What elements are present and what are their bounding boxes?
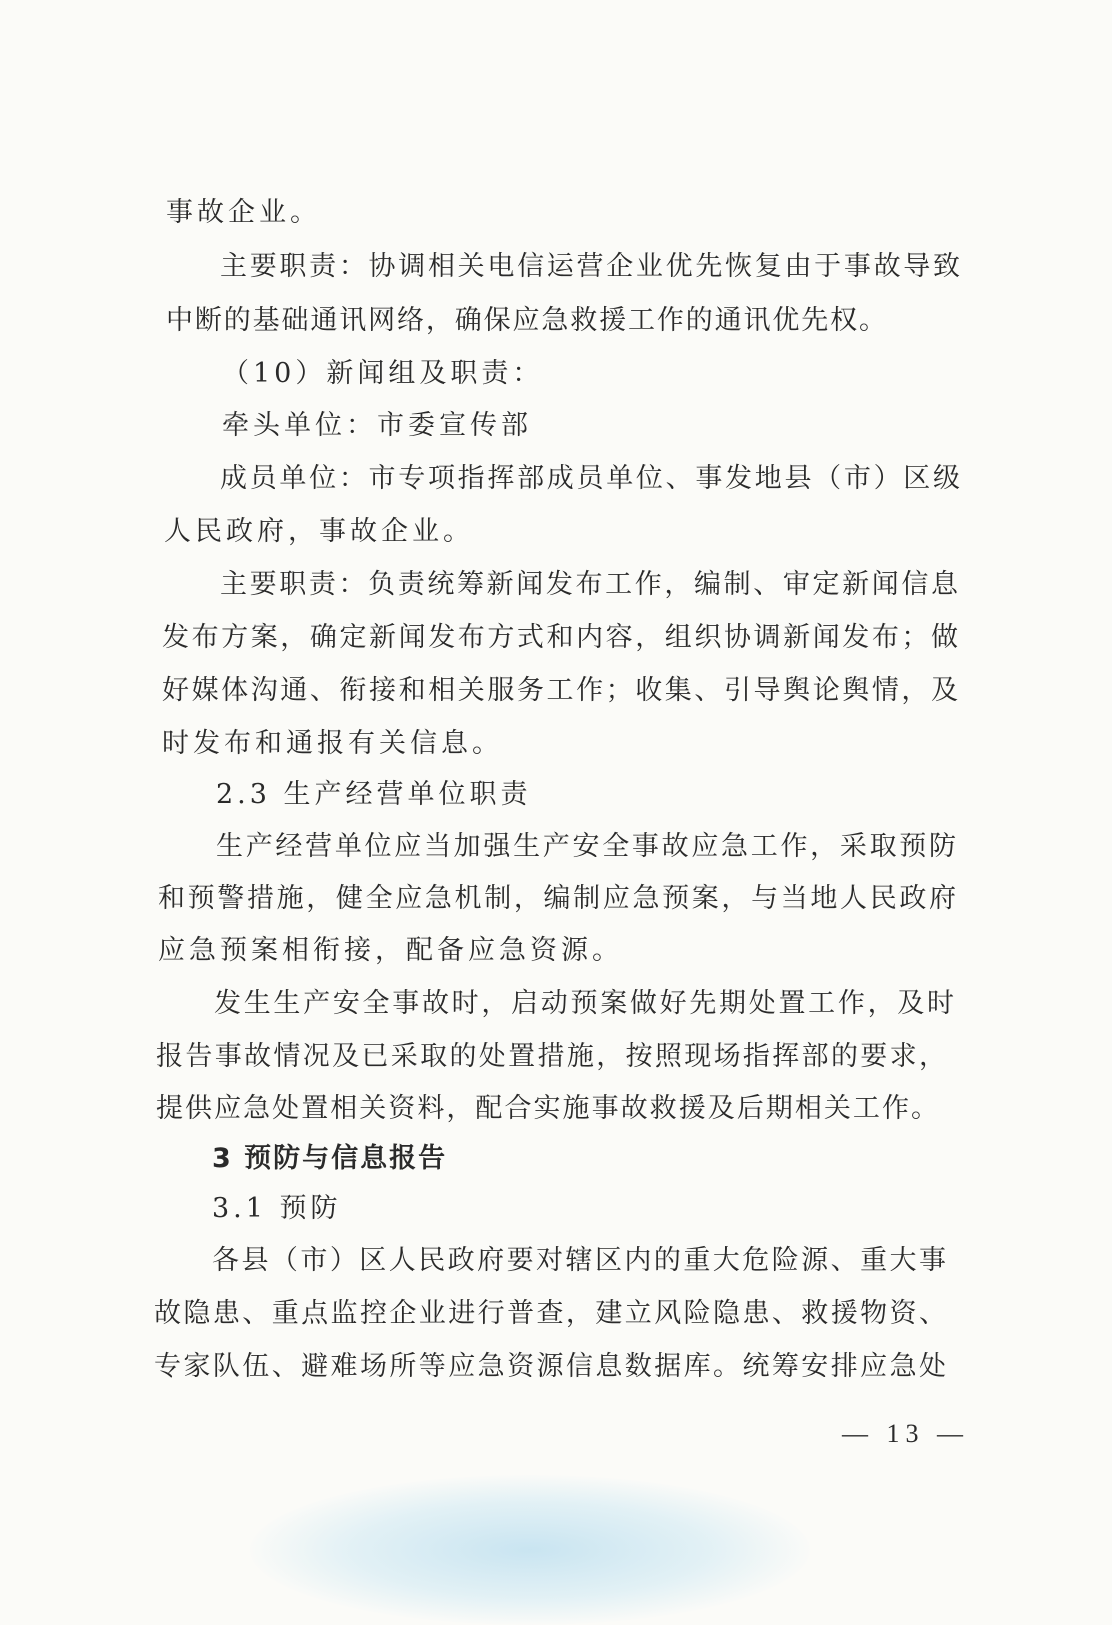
page-number: — 13 — bbox=[842, 1419, 969, 1448]
text-line: 发生生产安全事故时，启动预案做好先期处置工作，及时 bbox=[214, 988, 954, 1019]
text-line: 成员单位：市专项指挥部成员单位、事发地县（市）区级 bbox=[220, 463, 960, 494]
text-line: 应急预案相衔接，配备应急资源。 bbox=[158, 935, 623, 966]
text-line: 时发布和通报有关信息。 bbox=[162, 728, 503, 759]
text-line: 各县（市）区人民政府要对辖区内的重大危险源、重大事 bbox=[212, 1245, 946, 1276]
text-line: 发布方案，确定新闻发布方式和内容，组织协调新闻发布；做 bbox=[162, 622, 958, 653]
text-line: 中断的基础通讯网络，确保应急救援工作的通讯优先权。 bbox=[166, 305, 886, 336]
text-line: 专家队伍、避难场所等应急资源信息数据库。统筹安排应急处 bbox=[154, 1351, 946, 1382]
text-line: 牵头单位：市委宣传部 bbox=[222, 410, 532, 441]
blue-watermark bbox=[250, 1475, 810, 1625]
section-heading: 3.1 预防 bbox=[212, 1193, 342, 1224]
section-heading: （10）新闻组及职责： bbox=[222, 358, 544, 389]
text-line: 生产经营单位应当加强生产安全事故应急工作，采取预防 bbox=[216, 831, 956, 862]
text-line: 提供应急处置相关资料，配合实施事故救援及后期相关工作。 bbox=[156, 1093, 938, 1124]
text-line: 好媒体沟通、衔接和相关服务工作；收集、引导舆论舆情，及 bbox=[162, 675, 958, 706]
section-heading: 2.3 生产经营单位职责 bbox=[216, 779, 532, 810]
chapter-heading: 3 预防与信息报告 bbox=[212, 1143, 448, 1174]
text-line: 人民政府，事故企业。 bbox=[164, 516, 474, 547]
text-line: 事故企业。 bbox=[166, 197, 321, 228]
text-line: 报告事故情况及已采取的处置措施，按照现场指挥部的要求， bbox=[156, 1041, 946, 1072]
text-line: 和预警措施，健全应急机制，编制应急预案，与当地人民政府 bbox=[158, 883, 956, 914]
text-line: 主要职责：协调相关电信运营企业优先恢复由于事故导致 bbox=[220, 251, 960, 282]
text-line: 故隐患、重点监控企业进行普查，建立风险隐患、救援物资、 bbox=[154, 1298, 946, 1329]
text-line: 主要职责：负责统筹新闻发布工作，编制、审定新闻信息 bbox=[220, 569, 958, 600]
